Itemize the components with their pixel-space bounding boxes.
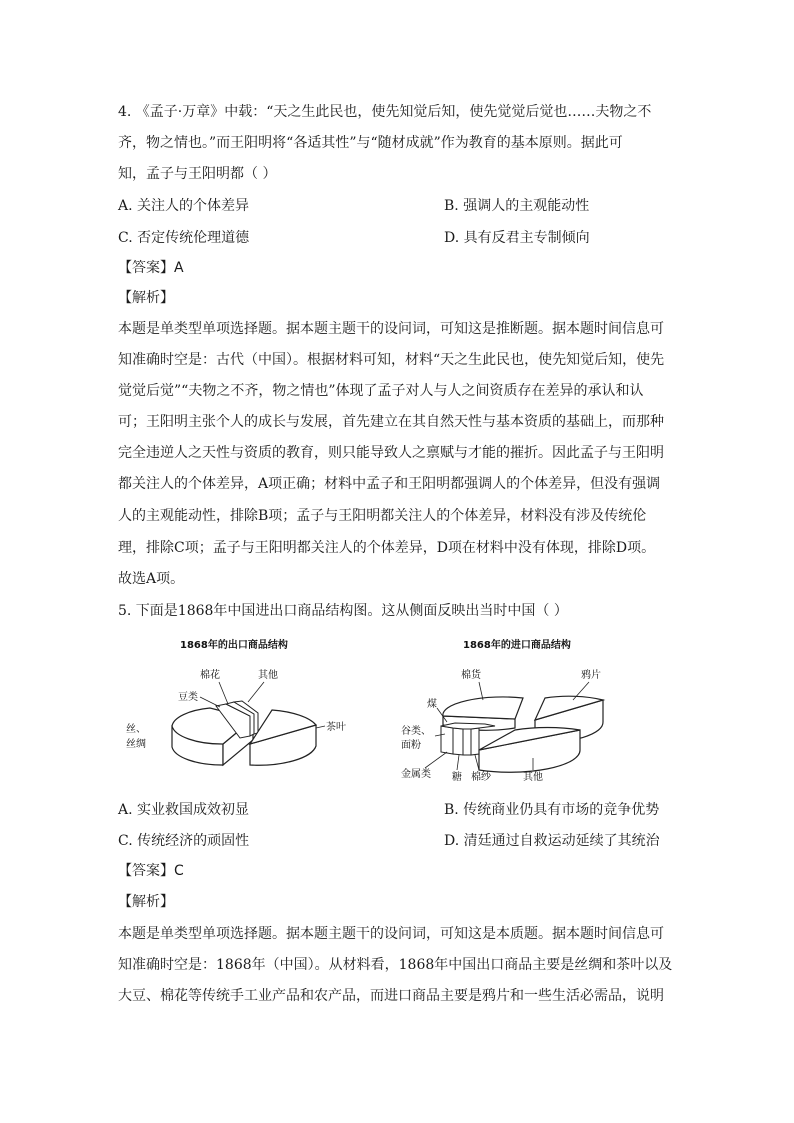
q4-analysis-line-3: 觉觉后觉”“夫物之不齐，物之情也”体现了孟子对人与人之间资质存在差异的承认和认 [118,383,644,399]
q4-stem-line-1: 4. 《孟子·万章》中载：“天之生此民也，使先知觉后知，使先觉觉后觉也……夫物之不 [118,104,652,120]
export-chart-title: 1868年的出口商品结构 [180,640,288,651]
export-label-silk-2: 丝绸 [126,739,146,750]
export-label-cotton: 棉花 [200,670,220,681]
q4-stem-line-2: 齐，物之情也。”而王阳明将“各适其性”与“随材成就”作为教育的基本原则。据此可 [118,135,623,151]
export-tea-slice [250,710,316,765]
q5-option-d: D. 清廷通过自救运动延续了其统治 [444,833,660,849]
import-label-grain-1: 谷类、 [401,726,431,737]
q4-option-a: A. 关注人的个体差异 [118,198,250,214]
q4-analysis-line-4: 可；王阳明主张个人的成长与发展，首先建立在其自然天性与基本资质的基础上，而那种 [118,414,664,430]
q5-analysis-line-2: 知准确时空是：1868年（中国）。从材料看，1868年中国出口商品主要是丝绸和茶叶以及 [118,957,673,973]
export-pie-chart [120,630,370,790]
q5-analysis-title: 【解析】 [118,894,174,910]
q4-analysis-line-6: 都关注人的个体差异，A项正确；材料中孟子和王阳明都强调人的个体差异，但没有强调 [118,476,661,492]
import-label-sugar: 糖 [452,772,462,783]
q5-option-b: B. 传统商业仍具有市场的竞争优势 [444,802,660,818]
q4-stem-line-3: 知，孟子与王阳明都（ ） [118,166,277,182]
import-label-grain-2: 面粉 [401,740,421,751]
export-label-beans: 豆类 [178,692,198,703]
import-label-metals: 金属类 [401,769,431,780]
q4-analysis-title: 【解析】 [118,290,174,306]
import-chart-title: 1868年的进口商品结构 [463,640,571,651]
q4-analysis-line-5: 完全违逆人之天性与资质的教育，则只能导致人之禀赋与才能的摧折。因此孟子与王阳明 [118,445,664,461]
import-label-coal: 煤 [427,699,437,710]
q5-option-a: A. 实业救国成效初显 [118,802,250,818]
q4-option-b: B. 强调人的主观能动性 [444,198,590,214]
q5-analysis-line-3: 大豆、棉花等传统手工业产品和农产品，而进口商品主要是鸦片和一些生活必需品，说明 [118,988,664,1004]
import-other-slice [479,727,580,772]
q4-analysis-line-9: 故选A项。 [118,571,185,587]
export-label-tea: 茶叶 [326,722,346,733]
import-pie-chart [395,630,645,790]
q5-answer: 【答案】C [118,863,184,879]
q4-analysis-line-8: 理，排除C项；孟子与王阳明都关注人的个体差异，D项在材料中没有体现，排除D项。 [118,540,656,556]
export-label-silk-1: 丝、 [126,724,146,735]
q4-option-c: C. 否定传统伦理道德 [118,230,250,246]
q5-stem: 5. 下面是1868年中国进出口商品结构图。这从侧面反映出当时中国（ ） [118,603,568,619]
import-label-other: 其他 [523,772,543,783]
q4-analysis-line-7: 人的主观能动性，排除B项；孟子与王阳明都关注人的个体差异，材料没有涉及传统伦 [118,508,647,524]
import-label-opium: 鸦片 [581,670,601,681]
q4-option-d: D. 具有反君主专制倾向 [444,230,590,246]
import-label-cotton-goods: 棉货 [461,670,481,681]
q4-analysis-line-2: 知准确时空是：古代（中国）。根据材料可知，材料“天之生此民也，使先知觉后知，使先 [118,352,665,368]
q4-analysis-line-1: 本题是单类型单项选择题。据本题主题干的设问词，可知这是推断题。据本题时间信息可 [118,321,664,337]
import-label-yarn: 棉纱 [471,772,491,783]
q4-answer: 【答案】A [118,260,184,276]
q5-analysis-line-1: 本题是单类型单项选择题。据本题主题干的设问词，可知这是本质题。据本题时间信息可 [118,926,664,942]
export-label-other: 其他 [258,670,278,681]
q5-option-c: C. 传统经济的顽固性 [118,833,250,849]
